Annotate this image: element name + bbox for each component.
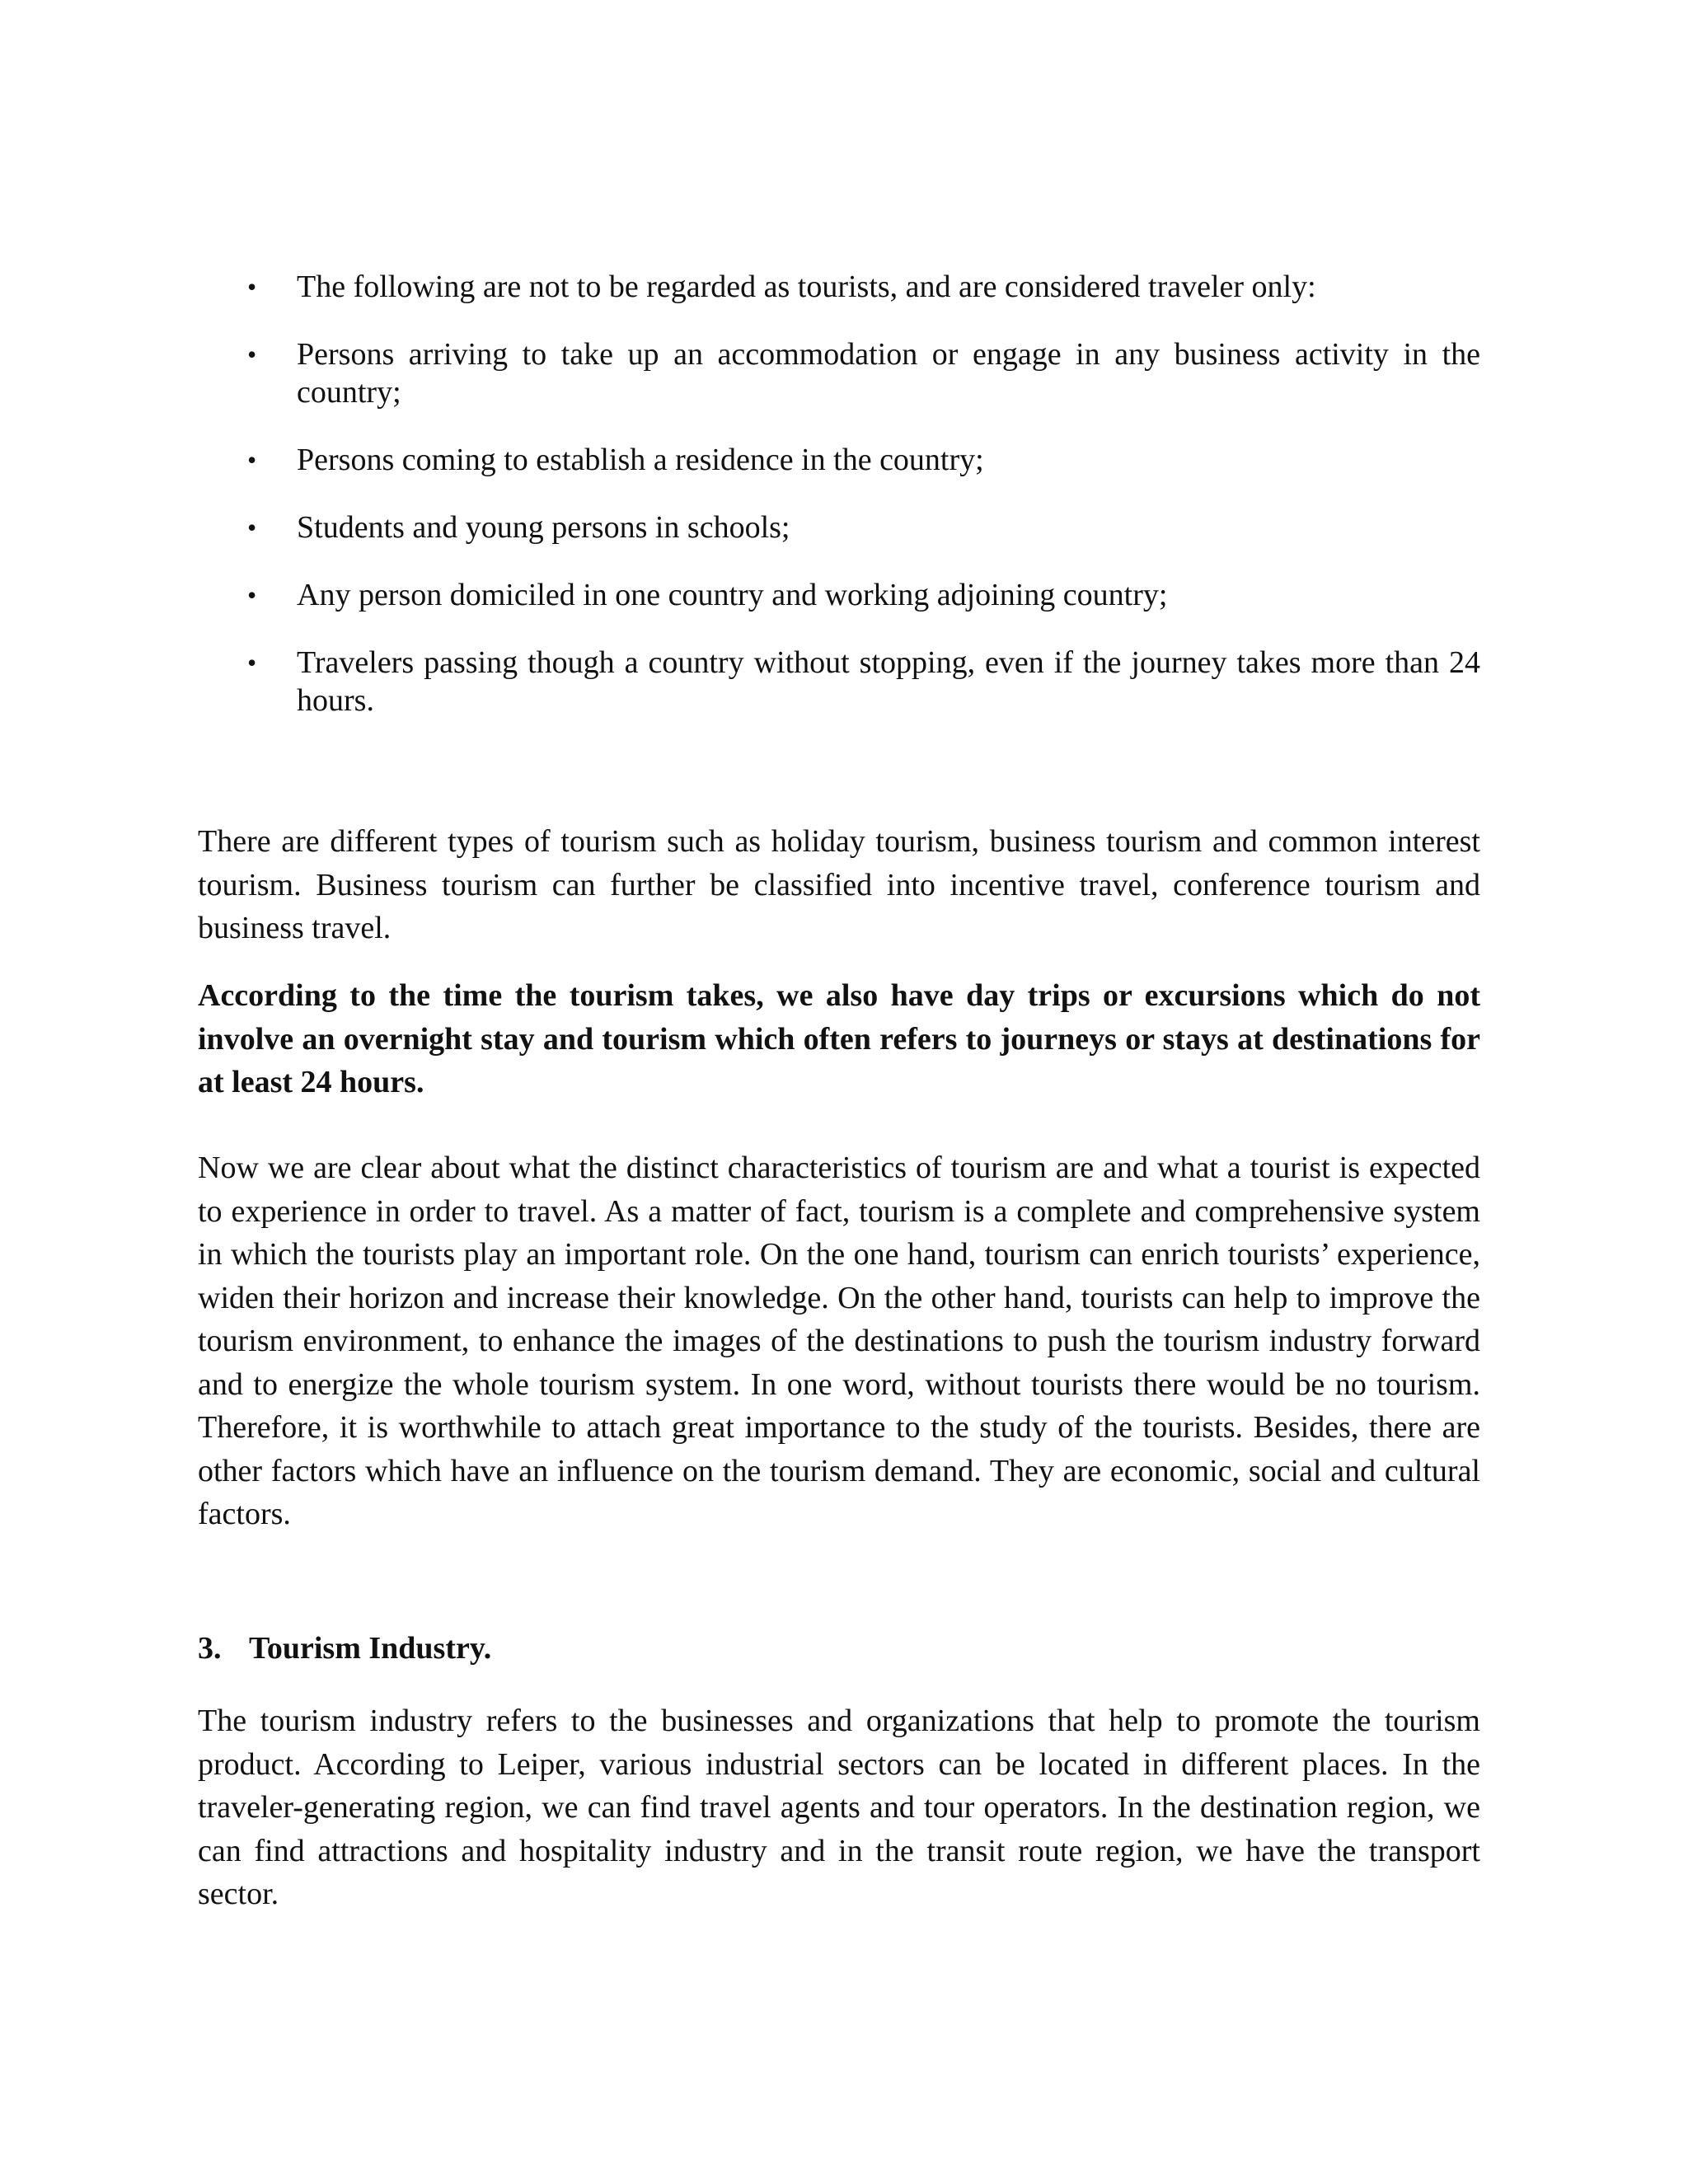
list-item [247, 509, 1480, 546]
section-title: Tourism Industry. [249, 1631, 492, 1666]
section-number: 3. [198, 1631, 222, 1666]
characteristics-paragraph: Now we are clear about what the distinct characteristics of tourism are and what a tourist is expected to experience in order to travel. As a matter of fact, tourism is a complete and comprehensive system in which the tourists play an important role. On the one hand, tourism can enrich tourists’ experience, widen their horizon and increase their knowledge. On the other hand, tourists can help to improve the tourism environment, to enhance the images of the destinations to push the tourism industry forward and to energize the whole tourism system. In one word, without tourists there would be no tourism. Therefore, it is worthwhile to attach great importance to the study of the tourists. Besides, there are other factors which have an influence on the tourism demand. They are economic, social and cultural factors. [198, 1151, 1480, 1531]
bullet-icon: • [247, 580, 257, 610]
list-item [247, 268, 1480, 306]
list-item [247, 644, 1480, 719]
bullet-icon: • [247, 513, 257, 542]
bullet-icon: • [247, 340, 257, 369]
industry-paragraph: The tourism industry refers to the businesses and organizations that help to promote the tourism product. According to Leiper, various industrial sectors can be located in different places. In the traveler-generating region, we can find travel agents and tour operators. In the destination region, we can find attractions and hospitality industry and in the transit route region, we have the transport sector. [198, 1704, 1480, 1911]
list-item [247, 335, 1480, 411]
industry-paragraph-block [198, 1699, 1480, 1916]
list-item-text: The following are not to be regarded as tourists, and are considered traveler only: [297, 269, 1316, 304]
list-item [247, 576, 1480, 614]
list-item-text: Students and young persons in schools; [297, 510, 790, 545]
bullet-icon: • [247, 445, 257, 475]
list-item-text: Persons arriving to take up an accommodation or engage in any business activity in the country; [297, 337, 1480, 410]
list-item-text: Travelers passing though a country without stopping, even if the journey takes more than 24 hours. [297, 645, 1480, 718]
tourism-time-paragraph: According to the time the tourism takes, we also have day trips or excursions which do not involve an overnight stay and tourism which often refers to journeys or stays at destinations for at least 24 hours. [198, 978, 1480, 1099]
traveler-exclusion-list [247, 268, 1480, 749]
list-item-text: Any person domiciled in one country and working adjoining country; [297, 578, 1168, 612]
list-item [247, 441, 1480, 479]
tourism-types-paragraph-block [198, 820, 1480, 950]
characteristics-paragraph-block [198, 1146, 1480, 1536]
tourism-time-paragraph-block [198, 974, 1480, 1104]
bullet-icon: • [247, 272, 257, 302]
bullet-icon: • [247, 648, 257, 677]
list-item-text: Persons coming to establish a residence in the country; [297, 443, 984, 477]
section-heading [198, 1629, 491, 1667]
tourism-types-paragraph: There are different types of tourism such as holiday tourism, business tourism and common interest tourism. Business tourism can further be classified into incentive travel, conference tourism and business travel. [198, 824, 1480, 945]
